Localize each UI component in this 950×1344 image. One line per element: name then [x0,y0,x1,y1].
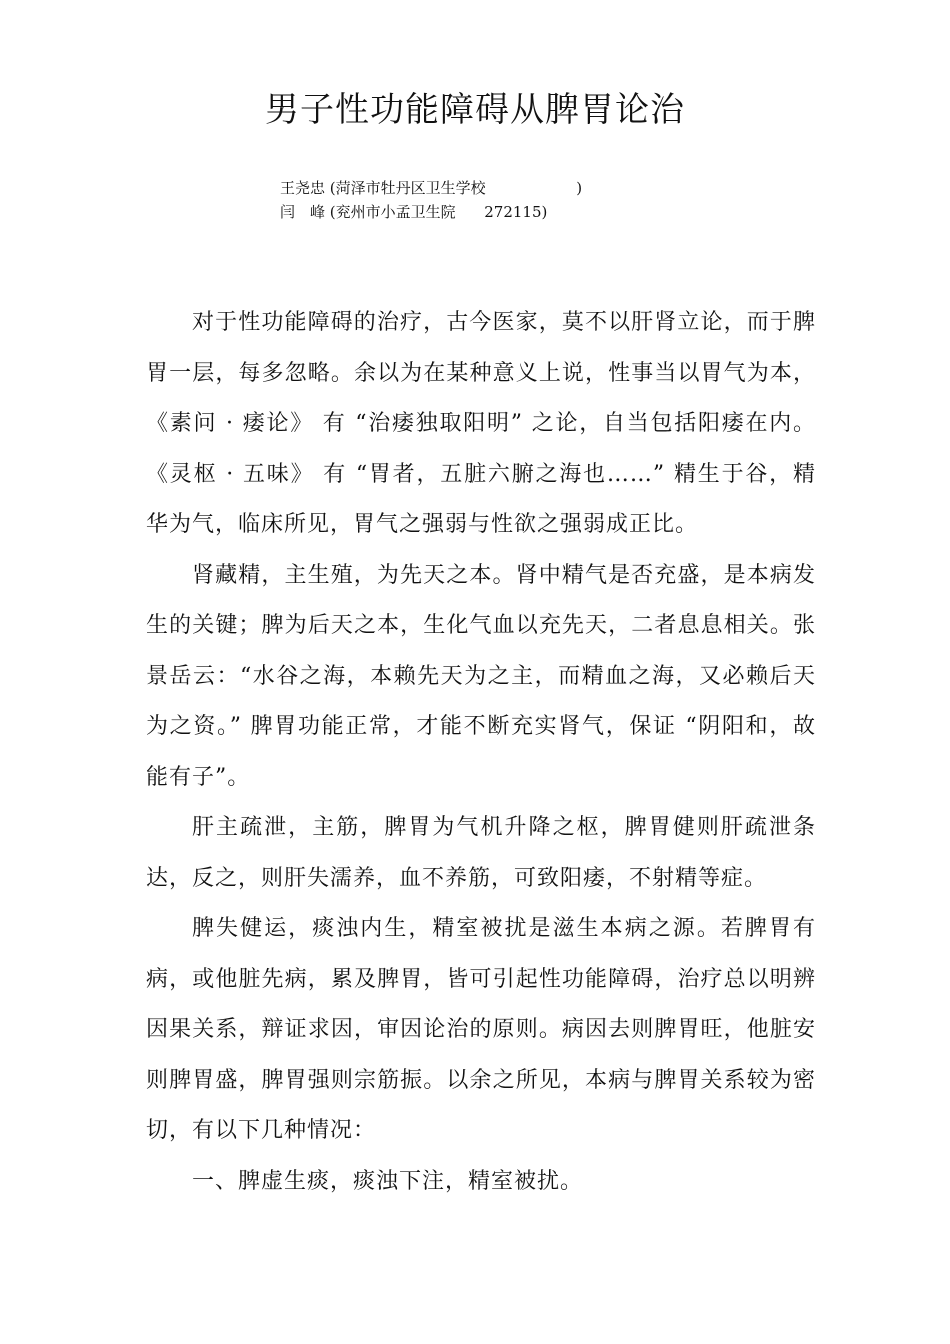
author-block [280,176,582,224]
paragraph: 一、脾虚生痰，痰浊下注，精室被扰。 [192,1168,584,1194]
paragraph: 肝主疏泄，主筋，脾胃为气机升降之枢，脾胃健则肝疏泄条达，反之，则肝失濡养，血不养筋，可致阳痿，不射精等症。 [146,815,816,891]
author-line: 王尧忠 (菏泽市牡丹区卫生学校 ) [280,179,583,197]
paragraph: 肾藏精，主生殖，为先天之本。肾中精气是否充盛，是本病发生的关键；脾为后天之本，生化气血以充先天，二者息息相关。张景岳云：“水谷之海，本赖先天为之主，而精血之海，又必赖后天为之资。” 脾胃功能正常，才能不断充实肾气，保证 “阴阳和，故能有子”。 [146,562,816,790]
author-line: 闫 峰 (兖州市小孟卫生院 272115) [280,203,548,221]
document-title: 男子性功能障碍从脾胃论治 [265,90,685,130]
paragraph: 对于性功能障碍的治疗，古今医家，莫不以肝肾立论，而于脾胃一层，每多忽略。余以为在某种意义上说，性事当以胃气为本，《素问 · 痿论》 有 “治痿独取阳明” 之论，自当包括阳痿在内。《灵枢 · 五味》 有 “胃者，五脏六腑之海也……” 精生于谷，精华为气，临床所见，胃气之强弱与性欲之强弱成正比。 [146,310,816,537]
body-text [146,298,816,1207]
paragraph: 脾失健运，痰浊内生，精室被扰是滋生本病之源。若脾胃有病，或他脏先病，累及脾胃，皆可引起性功能障碍，治疗总以明辨因果关系，辩证求因，审因论治的原则。病因去则脾胃旺，他脏安则脾胃盛，脾胃强则宗筋振。以余之所见，本病与脾胃关系较为密切，有以下几种情况： [146,916,816,1143]
